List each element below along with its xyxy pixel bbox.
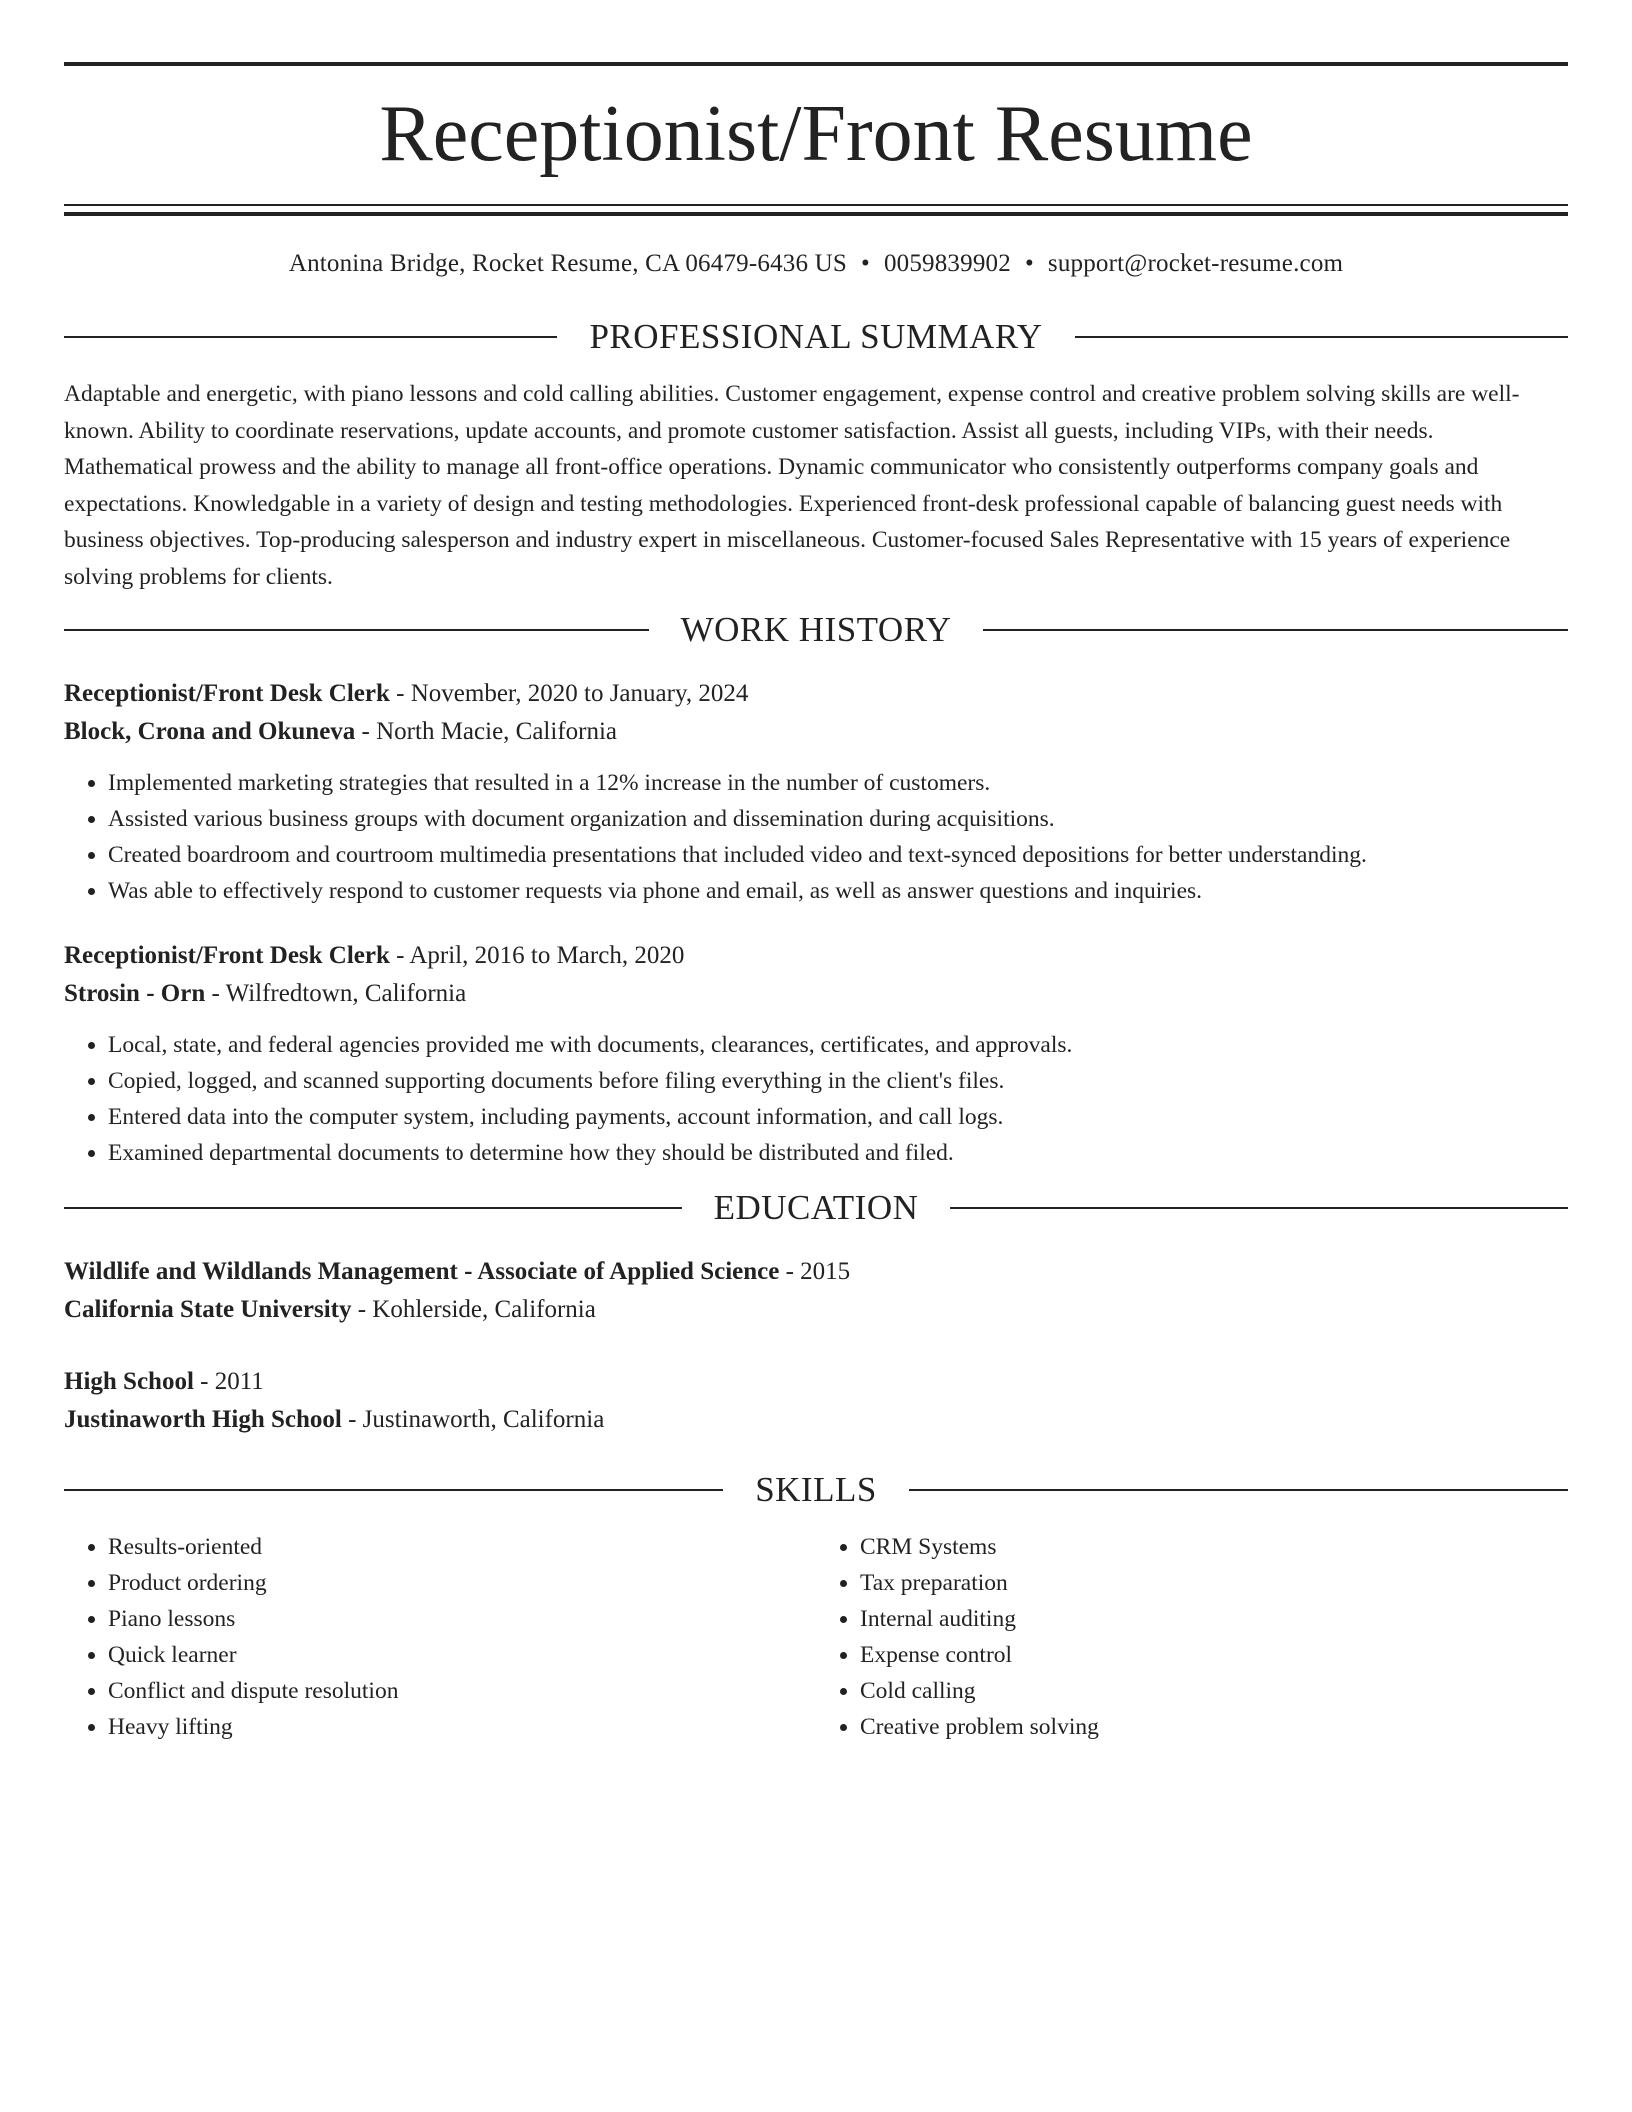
education-school-line	[64, 1401, 1568, 1439]
list-item: • Implemented marketing strategies that resulted in a 12% increase in the number of customers.	[108, 765, 1568, 801]
skill-item: • Quick learner	[108, 1637, 816, 1673]
job-company: Strosin - Orn	[64, 980, 206, 1007]
job-entry	[64, 937, 1568, 1171]
heading-rule	[64, 1207, 682, 1209]
job-dates: - April, 2016 to March, 2020	[389, 942, 685, 969]
education-degree-line	[64, 1253, 1568, 1291]
education-location: - Justinaworth, California	[341, 1406, 605, 1433]
skill-item: • Expense control	[860, 1637, 1568, 1673]
skill-item: • Conflict and dispute resolution	[108, 1673, 816, 1709]
job-location: - North Macie, California	[355, 718, 618, 745]
heading-rule	[909, 1489, 1568, 1491]
skills-list-left	[64, 1529, 816, 1745]
education-school: California State University	[64, 1296, 352, 1323]
title-block	[64, 62, 1568, 216]
skill-item: • Internal auditing	[860, 1601, 1568, 1637]
skill-item: • Tax preparation	[860, 1565, 1568, 1601]
section-heading-skills	[64, 1469, 1568, 1511]
job-title: Receptionist/Front Desk Clerk	[64, 942, 390, 969]
summary-text: Adaptable and energetic, with piano lessons and cold calling abilities. Customer engagement, expense control and creative problem solving skills are well-known. Ability to coordinate reservations, update accounts, and promote customer satisfaction. Assist all guests, including VIPs, with their needs. Mathematical prowess and the ability to manage all front-office operations. Dynamic communicator who consistently outperforms company goals and expectations. Knowledgable in a variety of design and testing methodologies. Experienced front-desk professional capable of balancing guest needs with business objectives. Top-producing salesperson and industry expert in miscellaneous. Customer-focused Sales Representative with 15 years of experience solving problems for clients.	[64, 381, 1520, 590]
skill-item: • Results-oriented	[108, 1529, 816, 1565]
section-heading-education	[64, 1187, 1568, 1229]
list-item: • Created boardroom and courtroom multimedia presentations that included video and text-synced depositions for better understanding.	[108, 837, 1568, 873]
list-item: • Local, state, and federal agencies provided me with documents, clearances, certificates, and approvals.	[108, 1027, 1568, 1063]
heading-rule	[950, 1207, 1568, 1209]
job-title: Receptionist/Front Desk Clerk	[64, 680, 390, 707]
heading-rule	[64, 629, 649, 631]
contact-separator: •	[1024, 250, 1034, 277]
list-item: • Was able to effectively respond to customer requests via phone and email, as well as answer questions and inquiries.	[108, 873, 1568, 909]
job-title-line	[64, 937, 1568, 975]
job-company-line	[64, 975, 1568, 1013]
skill-item: • CRM Systems	[860, 1529, 1568, 1565]
skill-item: • Product ordering	[108, 1565, 816, 1601]
job-entry	[64, 675, 1568, 909]
contact-email: support@rocket-resume.com	[1047, 250, 1344, 277]
job-company-line	[64, 713, 1568, 751]
job-dates: - November, 2020 to January, 2024	[389, 680, 749, 707]
job-company: Block, Crona and Okuneva	[64, 718, 356, 745]
list-item: • Entered data into the computer system, including payments, account information, and call logs.	[108, 1099, 1568, 1135]
heading-rule	[1075, 336, 1568, 338]
education-year: - 2011	[193, 1368, 264, 1395]
resume-title: Receptionist/Front Resume	[379, 90, 1253, 178]
education-entry	[64, 1253, 1568, 1329]
contact-line	[64, 250, 1568, 278]
contact-separator: •	[860, 250, 870, 277]
job-location: - Wilfredtown, California	[205, 980, 467, 1007]
education-school-line	[64, 1291, 1568, 1329]
skill-item: • Cold calling	[860, 1673, 1568, 1709]
section-title: PROFESSIONAL SUMMARY	[589, 317, 1043, 356]
job-title-line	[64, 675, 1568, 713]
heading-rule	[64, 1489, 723, 1491]
contact-phone: 0059839902	[883, 250, 1011, 277]
skill-item: • Piano lessons	[108, 1601, 816, 1637]
education-school: Justinaworth High School	[64, 1406, 342, 1433]
section-title: SKILLS	[755, 1470, 877, 1509]
section-heading-summary	[64, 316, 1568, 358]
skills-columns	[64, 1529, 1568, 1745]
skill-item: • Creative problem solving	[860, 1709, 1568, 1745]
list-item: • Assisted various business groups with document organization and dissemination during acquisitions.	[108, 801, 1568, 837]
job-bullets	[64, 1027, 1568, 1171]
heading-rule	[64, 336, 557, 338]
section-title: EDUCATION	[713, 1188, 919, 1227]
skill-item: • Heavy lifting	[108, 1709, 816, 1745]
education-year: - 2015	[779, 1258, 851, 1285]
list-item: • Copied, logged, and scanned supporting documents before filing everything in the client's files.	[108, 1063, 1568, 1099]
education-degree-line	[64, 1363, 1568, 1401]
contact-address: Antonina Bridge, Rocket Resume, CA 06479-6436 US	[288, 250, 847, 277]
list-item: • Examined departmental documents to determine how they should be distributed and filed.	[108, 1135, 1568, 1171]
education-location: - Kohlerside, California	[351, 1296, 596, 1323]
education-degree: Wildlife and Wildlands Management - Associate of Applied Science	[64, 1258, 780, 1285]
section-heading-work-history	[64, 609, 1568, 651]
section-title: WORK HISTORY	[680, 610, 952, 649]
education-degree: High School	[64, 1368, 194, 1395]
education-entry	[64, 1363, 1568, 1439]
heading-rule	[983, 629, 1568, 631]
job-bullets	[64, 765, 1568, 909]
skills-list-right	[816, 1529, 1568, 1745]
